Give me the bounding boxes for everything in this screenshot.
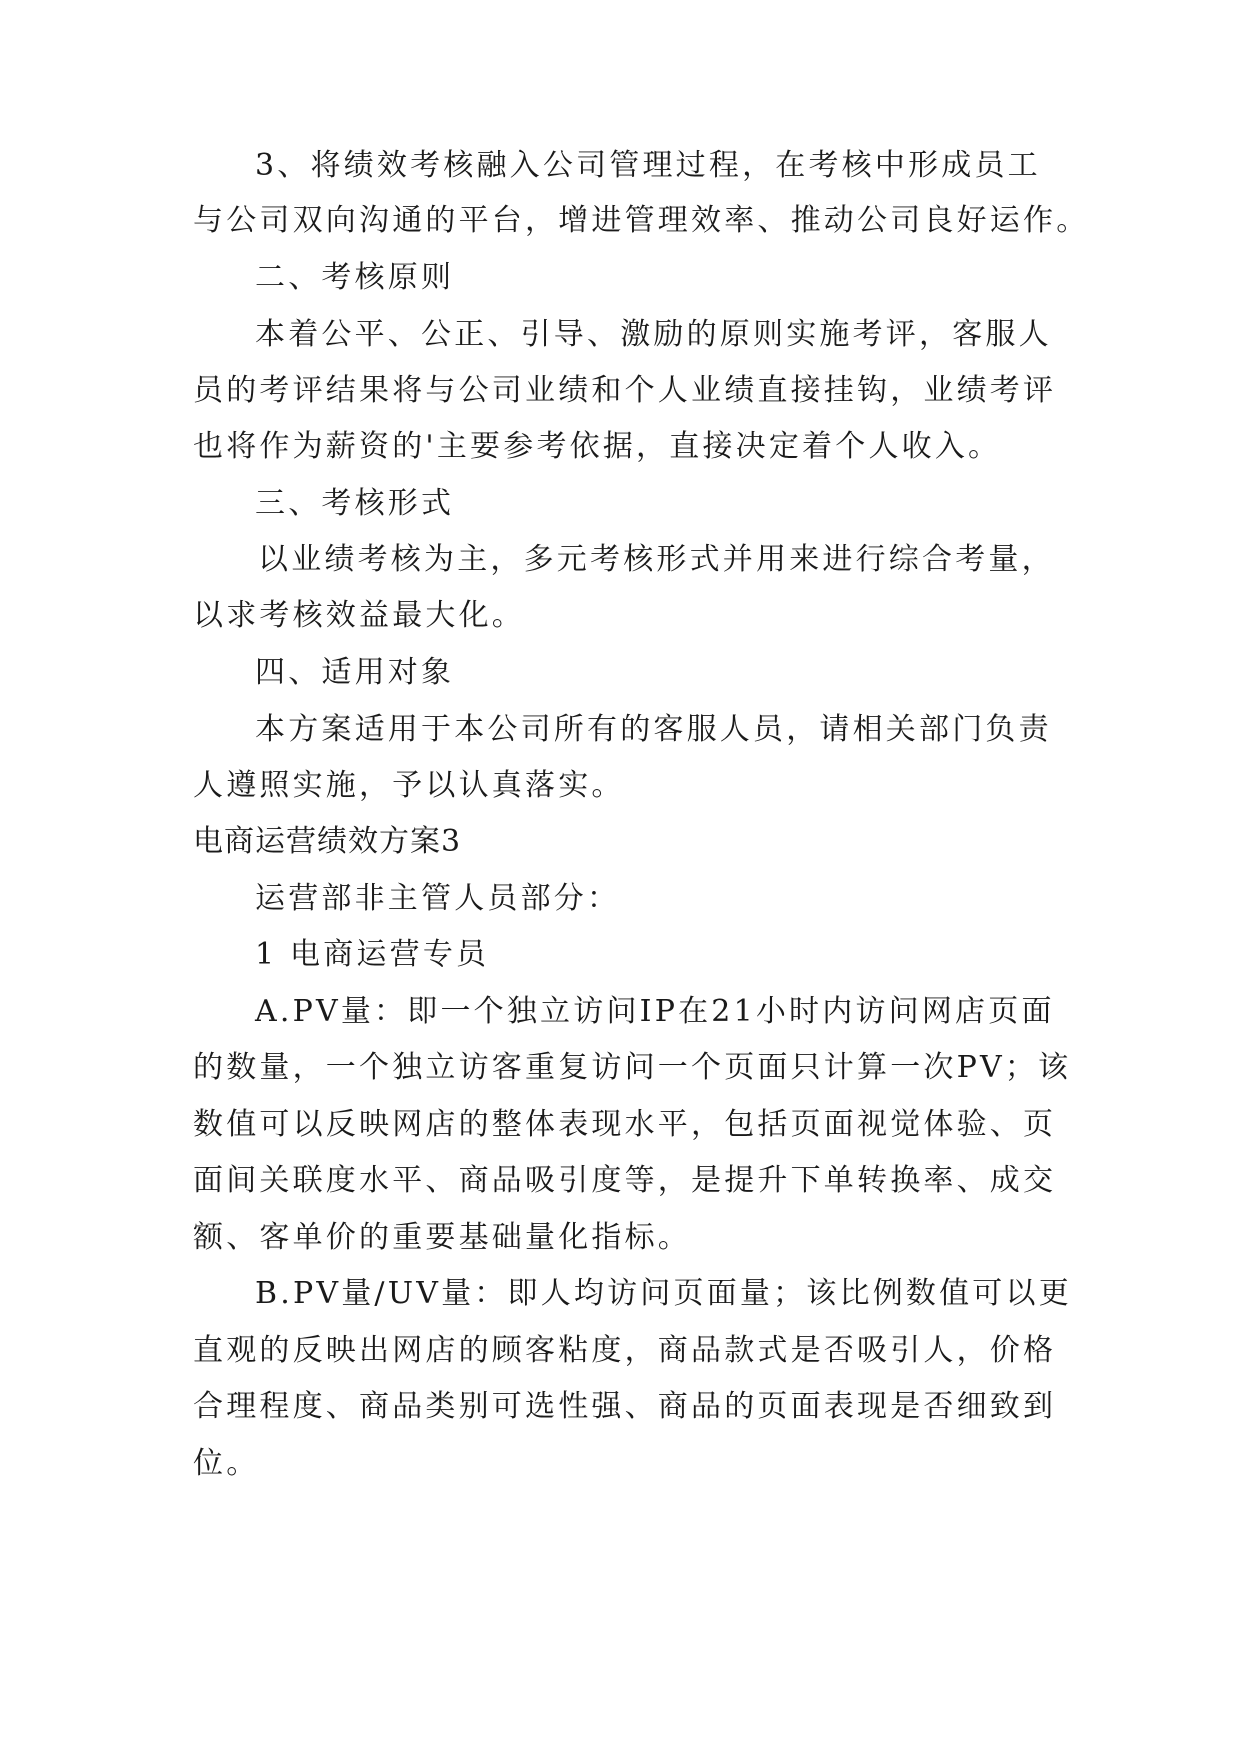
paragraph-line: 直观的反映出网店的顾客粘度，商品款式是否吸引人，价格 <box>193 1333 1057 1368</box>
section-heading: 三、考核形式 <box>255 486 455 521</box>
section-heading: 二、考核原则 <box>255 260 455 295</box>
paragraph-line: 人遵照实施，予以认真落实。 <box>193 768 625 803</box>
paragraph-line: 3、将绩效考核融入公司管理过程，在考核中形成员工 <box>255 148 1041 183</box>
paragraph-line: 数值可以反映网店的整体表现水平，包括页面视觉体验、页 <box>193 1107 1057 1142</box>
paragraph-line: 也将作为薪资的'主要参考依据，直接决定着个人收入。 <box>193 429 1002 464</box>
paragraph-line: 面间关联度水平、商品吸引度等，是提升下单转换率、成交 <box>193 1163 1057 1198</box>
paragraph-line: 位。 <box>193 1446 260 1481</box>
paragraph-line: 额、客单价的重要基础量化指标。 <box>193 1220 691 1255</box>
paragraph-line: A.PV量：即一个独立访问IP在21小时内访问网店页面 <box>255 994 1055 1029</box>
paragraph-line: 员的考评结果将与公司业绩和个人业绩直接挂钩，业绩考评 <box>193 373 1057 408</box>
paragraph-line: 的数量，一个独立访客重复访问一个页面只计算一次PV；该 <box>193 1050 1072 1085</box>
paragraph-line: 与公司双向沟通的平台，增进管理效率、推动公司良好运作。 <box>193 203 1090 238</box>
list-item-heading: 1 电商运营专员 <box>255 937 490 972</box>
paragraph-line: 运营部非主管人员部分： <box>255 881 621 916</box>
paragraph-line: 以求考核效益最大化。 <box>193 598 525 633</box>
paragraph-line: 以业绩考核为主，多元考核形式并用来进行综合考量， <box>258 542 1055 577</box>
paragraph-line: 合理程度、商品类别可选性强、商品的页面表现是否细致到 <box>193 1389 1057 1424</box>
paragraph-line: 本方案适用于本公司所有的客服人员，请相关部门负责 <box>255 712 1052 747</box>
paragraph-line: B.PV量/UV量：即人均访问页面量；该比例数值可以更 <box>255 1276 1072 1311</box>
section-heading: 四、适用对象 <box>255 655 455 690</box>
paragraph-line: 本着公平、公正、引导、激励的原则实施考评，客服人 <box>255 317 1052 352</box>
document-heading: 电商运营绩效方案3 <box>193 824 462 859</box>
